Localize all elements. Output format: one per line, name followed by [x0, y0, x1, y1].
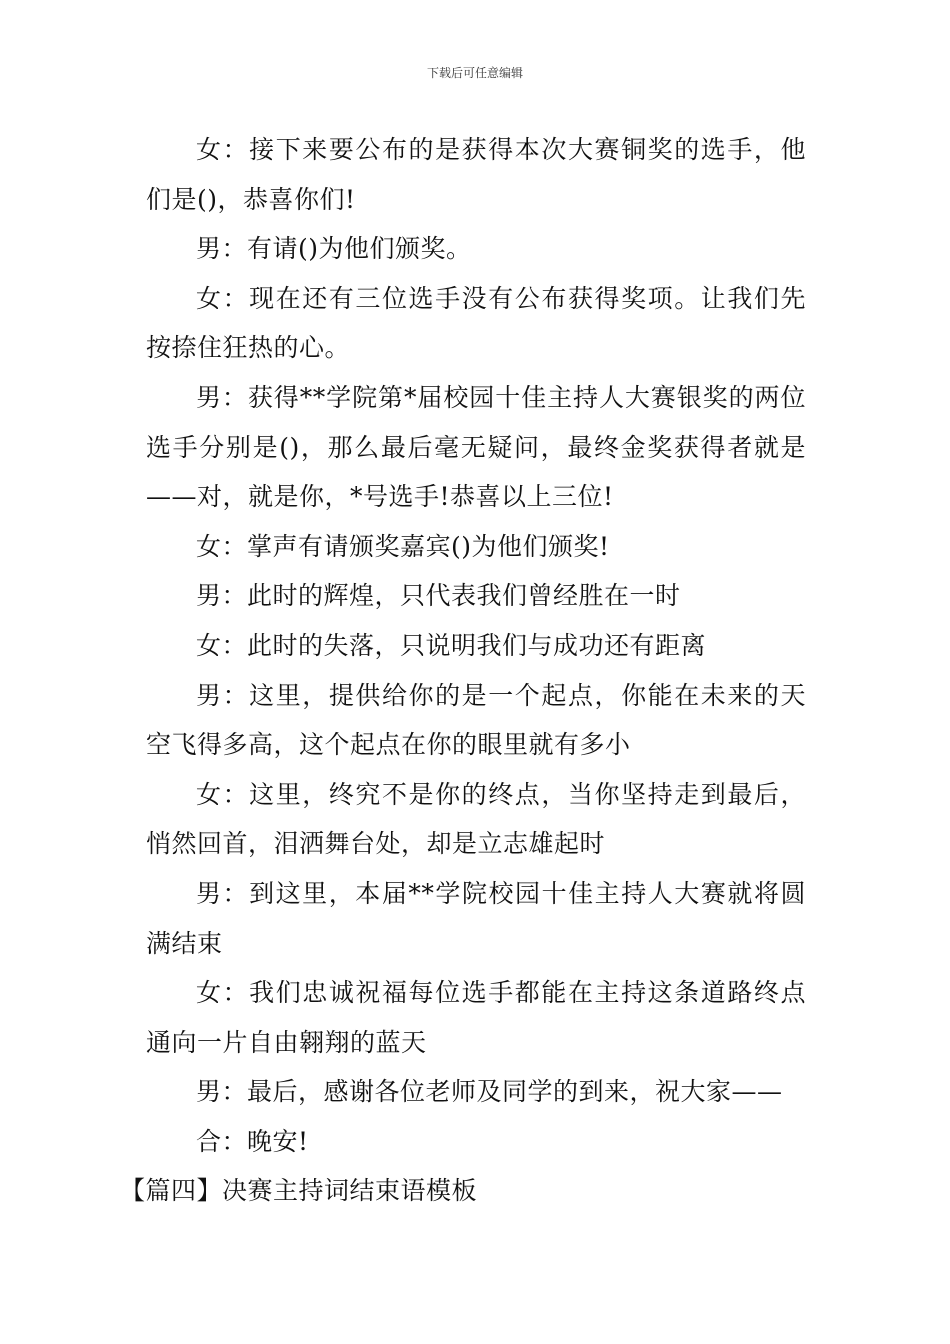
section-title: 【篇四】决赛主持词结束语模板 [120, 1176, 478, 1206]
document-body [120, 125, 806, 1216]
dialogue-paragraph: 女：接下来要公布的是获得本次大赛铜奖的选手，他们是()，恭喜你们! [146, 135, 806, 214]
dialogue-paragraph: 女：此时的失落，只说明我们与成功还有距离 [196, 630, 707, 660]
page-header: 下载后可任意编辑 [426, 66, 523, 80]
dialogue-paragraph: 男：有请()为他们颁奖。 [196, 234, 472, 264]
dialogue-paragraph: 男：获得**学院第*届校园十佳主持人大赛银奖的两位选手分别是()，那么最后毫无疑问，最终金奖获得者就是——对，就是你，*号选手!恭喜以上三位! [146, 382, 806, 512]
dialogue-paragraph: 合：晚安! [196, 1126, 309, 1156]
dialogue-paragraph: 女：现在还有三位选手没有公布获得奖项。让我们先按捺住狂热的心。 [146, 283, 806, 363]
dialogue-paragraph: 男：到这里，本届**学院校园十佳主持人大赛就将圆满结束 [146, 878, 806, 958]
dialogue-paragraph: 女：掌声有请颁奖嘉宾()为他们颁奖! [196, 531, 610, 561]
dialogue-paragraph: 女：我们忠诚祝福每位选手都能在主持这条道路终点通向一片自由翱翔的蓝天 [146, 978, 806, 1057]
dialogue-paragraph: 男：此时的辉煌，只代表我们曾经胜在一时 [196, 581, 681, 611]
dialogue-paragraph: 男：最后，感谢各位老师及同学的到来，祝大家—— [196, 1077, 783, 1107]
dialogue-paragraph: 男：这里，提供给你的是一个起点，你能在未来的天空飞得多高，这个起点在你的眼里就有多小 [146, 680, 806, 760]
dialogue-paragraph: 女：这里，终究不是你的终点，当你坚持走到最后，悄然回首，泪洒舞台处，却是立志雄起时 [146, 779, 806, 859]
